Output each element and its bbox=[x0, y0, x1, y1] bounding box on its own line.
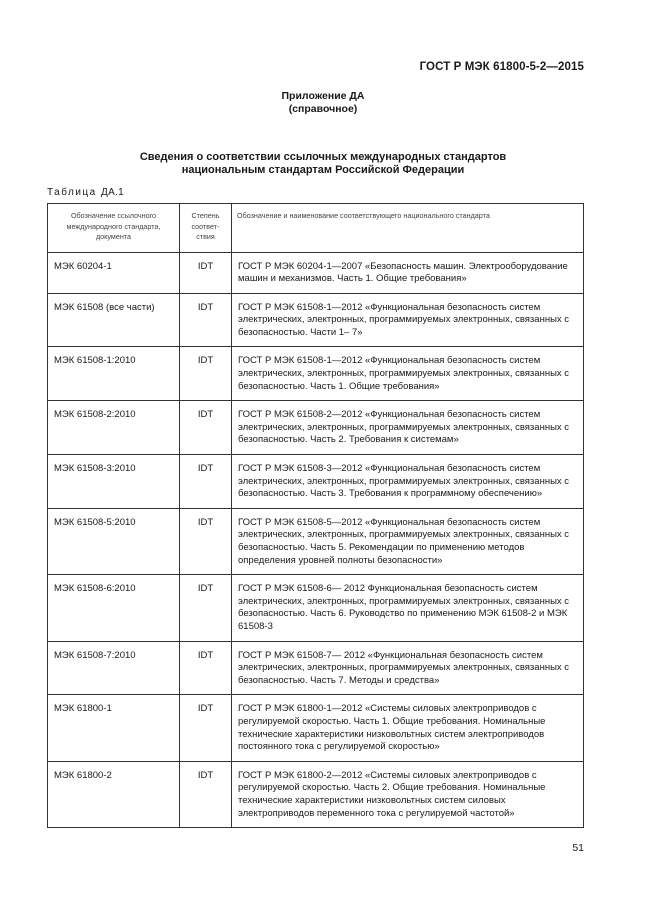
section-title-line-2: национальным стандартам Российской Федерации bbox=[181, 164, 465, 176]
table-row bbox=[48, 695, 584, 761]
table-row bbox=[48, 455, 584, 509]
table-row bbox=[48, 575, 584, 641]
standards-correspondence-table bbox=[47, 203, 584, 828]
reference-cell: МЭК 60204-1 bbox=[48, 252, 180, 293]
section-title-line-1: Сведения о соответствии ссылочных международных стандартов bbox=[139, 151, 507, 163]
reference-cell: МЭК 61508-3:2010 bbox=[48, 455, 180, 509]
standard-designation: ГОСТ Р МЭК 61800-5-2—2015 bbox=[419, 61, 584, 73]
reference-cell: МЭК 61508-7:2010 bbox=[48, 641, 180, 695]
national-standard-cell: ГОСТ Р МЭК 61508-6— 2012 Функциональная безопасность систем электрических, электронных, программируемых электронных, связанных с безопасностью. Часть 6. Руководство по применению МЭК 61508-2 и МЭК 61508-3 bbox=[232, 575, 584, 641]
national-standard-cell: ГОСТ Р МЭК 60204-1—2007 «Безопасность машин. Электрооборудование машин и механизмов. Часть 1. Общие требования» bbox=[232, 252, 584, 293]
table-row bbox=[48, 347, 584, 401]
table-row bbox=[48, 401, 584, 455]
column-header-national-standard: Обозначение и наименование соответствующего национального стандарта bbox=[232, 204, 584, 253]
degree-cell: IDT bbox=[180, 508, 232, 574]
national-standard-cell: ГОСТ Р МЭК 61508-3—2012 «Функциональная безопасность систем электрических, электронных, программируемых электронных, связанных с безопасностью. Часть 3. Требования к программному обеспечению» bbox=[232, 455, 584, 509]
table-row bbox=[48, 293, 584, 347]
degree-cell: IDT bbox=[180, 575, 232, 641]
national-standard-cell: ГОСТ Р МЭК 61508-5—2012 «Функциональная безопасность систем электрических, электронных, программируемых электронных, связанных с безопасностью. Часть 5. Рекомендации по применению методов определения уровней полноты безопасности» bbox=[232, 508, 584, 574]
degree-cell: IDT bbox=[180, 347, 232, 401]
appendix-subtitle: (справочное) bbox=[288, 103, 358, 115]
reference-cell: МЭК 61800-1 bbox=[48, 695, 180, 761]
degree-cell: IDT bbox=[180, 761, 232, 827]
table-row bbox=[48, 641, 584, 695]
national-standard-cell: ГОСТ Р МЭК 61508-1—2012 «Функциональная безопасность систем электрических, электронных, программируемых электронных, связанных с безопасностью. Часть 1. Общие требования» bbox=[232, 347, 584, 401]
table-caption bbox=[47, 187, 124, 198]
degree-cell: IDT bbox=[180, 401, 232, 455]
column-header-reference: Обозначение ссылочного международного стандарта, документа bbox=[48, 204, 180, 253]
reference-cell: МЭК 61508-6:2010 bbox=[48, 575, 180, 641]
table-row bbox=[48, 761, 584, 827]
national-standard-cell: ГОСТ Р МЭК 61508-1—2012 «Функциональная безопасность систем электрических, электронных, программируемых электронных, связанных с безопасностью. Части 1– 7» bbox=[232, 293, 584, 347]
degree-cell: IDT bbox=[180, 455, 232, 509]
reference-cell: МЭК 61508 (все части) bbox=[48, 293, 180, 347]
degree-cell: IDT bbox=[180, 695, 232, 761]
degree-cell: IDT bbox=[180, 252, 232, 293]
appendix-heading bbox=[0, 90, 646, 116]
table-row bbox=[48, 252, 584, 293]
page-number: 51 bbox=[572, 842, 584, 854]
national-standard-cell: ГОСТ Р МЭК 61800-2—2012 «Системы силовых электроприводов с регулируемой скоростью. Часть 2. Общие требования. Номинальные технические характеристики низковольтных систем силовых электроприводов переменного тока с регулируемой частотой» bbox=[232, 761, 584, 827]
table-header-row bbox=[48, 204, 584, 253]
degree-cell: IDT bbox=[180, 641, 232, 695]
national-standard-cell: ГОСТ Р МЭК 61508-2—2012 «Функциональная безопасность систем электрических, электронных, программируемых электронных, связанных с безопасностью. Часть 2. Требования к системам» bbox=[232, 401, 584, 455]
reference-cell: МЭК 61800-2 bbox=[48, 761, 180, 827]
table-caption-prefix: Таблица bbox=[47, 187, 97, 198]
reference-cell: МЭК 61508-1:2010 bbox=[48, 347, 180, 401]
national-standard-cell: ГОСТ Р МЭК 61800-1—2012 «Системы силовых электроприводов с регулируемой скоростью. Часть 1. Общие требования. Номинальные технические характеристики низковольтных систем электроприводов постоянного тока с регулируемой скоростью» bbox=[232, 695, 584, 761]
table-row bbox=[48, 508, 584, 574]
reference-cell: МЭК 61508-5:2010 bbox=[48, 508, 180, 574]
table-caption-number: ДА.1 bbox=[101, 187, 124, 198]
column-header-degree: Степень соответ- ствия bbox=[180, 204, 232, 253]
table-body bbox=[48, 252, 584, 828]
reference-cell: МЭК 61508-2:2010 bbox=[48, 401, 180, 455]
degree-cell: IDT bbox=[180, 293, 232, 347]
section-title bbox=[0, 151, 646, 177]
national-standard-cell: ГОСТ Р МЭК 61508-7— 2012 «Функциональная безопасность систем электрических, электронных, программируемых электронных, связанных с безопасностью. Часть 7. Методы и средства» bbox=[232, 641, 584, 695]
appendix-title: Приложение ДА bbox=[281, 90, 365, 102]
